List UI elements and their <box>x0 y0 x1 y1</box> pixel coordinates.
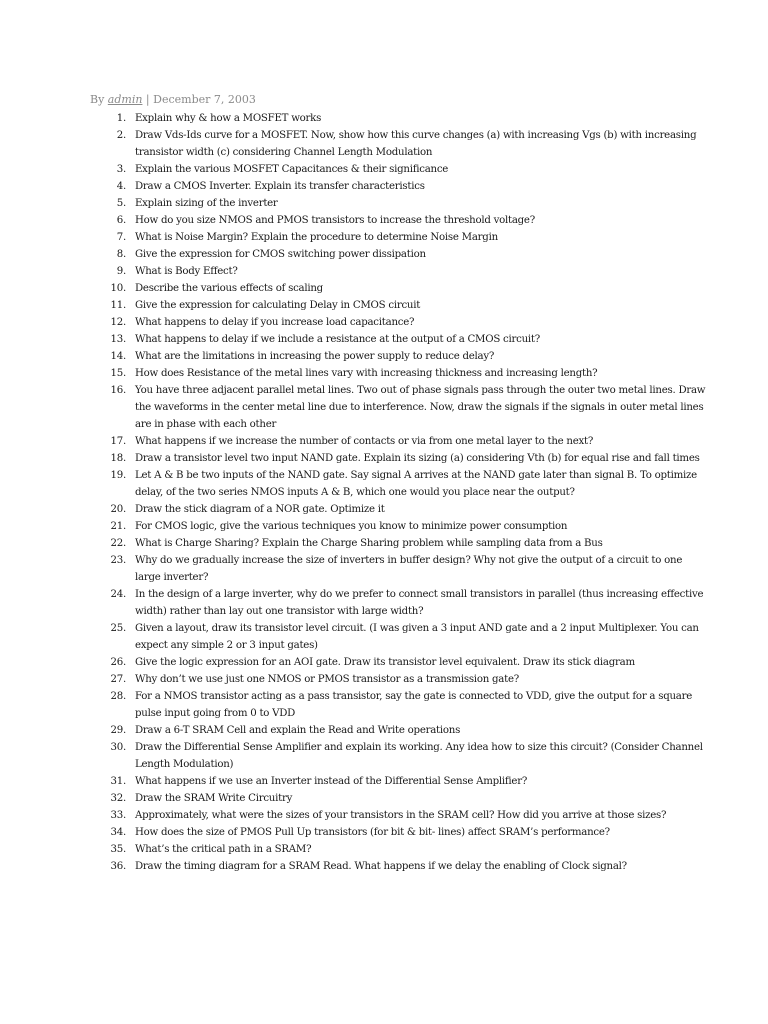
question-text: Draw the stick diagram of a NOR gate. Optimize it <box>135 504 385 515</box>
question-item <box>108 620 708 654</box>
question-number: 1. <box>116 113 126 124</box>
question-text: Draw the timing diagram for a SRAM Read. What happens if we delay the enabling of Clock signal? <box>135 861 627 872</box>
question-text: Draw a 6-T SRAM Cell and explain the Read and Write operations <box>135 725 461 736</box>
question-number: 25. <box>110 623 126 634</box>
question-text: Explain why & how a MOSFET works <box>135 113 322 124</box>
question-item <box>108 518 708 535</box>
post-date: December 7, 2003 <box>153 93 256 106</box>
question-text: Draw Vds-Ids curve for a MOSFET. Now, show how this curve changes (a) with increasing Vgs (b) with increasing transistor width (c) considering Channel Length Modulation <box>135 130 697 158</box>
question-item <box>108 263 708 280</box>
question-number: 8. <box>116 249 126 260</box>
question-item <box>108 280 708 297</box>
question-number: 19. <box>110 470 126 481</box>
question-text: For a NMOS transistor acting as a pass transistor, say the gate is connected to VDD, give the output for a square pulse input going from 0 to VDD <box>135 691 693 719</box>
question-item <box>108 127 708 161</box>
question-text: Let A & B be two inputs of the NAND gate. Say signal A arrives at the NAND gate later than signal B. To optimize delay, of the two series NMOS inputs A & B, which one would you place near the output? <box>135 470 697 498</box>
question-text: Why don’t we use just one NMOS or PMOS transistor as a transmission gate? <box>135 674 519 685</box>
question-text: What is Noise Margin? Explain the procedure to determine Noise Margin <box>135 232 498 243</box>
question-number: 3. <box>116 164 126 175</box>
question-text: Draw the SRAM Write Circuitry <box>135 793 293 804</box>
question-item <box>108 348 708 365</box>
question-number: 5. <box>116 198 126 209</box>
question-number: 20. <box>110 504 126 515</box>
question-number: 22. <box>110 538 126 549</box>
question-text: What happens to delay if we include a resistance at the output of a CMOS circuit? <box>135 334 540 345</box>
question-item <box>108 773 708 790</box>
question-number: 33. <box>110 810 126 821</box>
question-text: Draw a transistor level two input NAND gate. Explain its sizing (a) considering Vth (b) for equal rise and fall times <box>135 453 700 464</box>
question-number: 12. <box>110 317 126 328</box>
question-number: 15. <box>110 368 126 379</box>
question-text: For CMOS logic, give the various techniques you know to minimize power consumption <box>135 521 568 532</box>
question-item <box>108 688 708 722</box>
question-item <box>108 382 708 433</box>
question-text: How does Resistance of the metal lines vary with increasing thickness and increasing length? <box>135 368 598 379</box>
question-item <box>108 739 708 773</box>
question-text: What are the limitations in increasing the power supply to reduce delay? <box>135 351 495 362</box>
question-item <box>108 467 708 501</box>
question-number: 6. <box>116 215 126 226</box>
question-text: What’s the critical path in a SRAM? <box>135 844 312 855</box>
question-item <box>108 331 708 348</box>
question-number: 24. <box>110 589 126 600</box>
question-number: 32. <box>110 793 126 804</box>
question-text: Draw the Differential Sense Amplifier and explain its working. Any idea how to size this circuit? (Consider Channel Length Modulation) <box>135 742 703 770</box>
question-number: 10. <box>110 283 126 294</box>
question-item <box>108 246 708 263</box>
question-number: 35. <box>110 844 126 855</box>
question-item <box>108 552 708 586</box>
question-item <box>108 824 708 841</box>
question-text: Draw a CMOS Inverter. Explain its transfer characteristics <box>135 181 425 192</box>
question-item <box>108 807 708 824</box>
question-text: Give the expression for calculating Delay in CMOS circuit <box>135 300 421 311</box>
question-item <box>108 586 708 620</box>
question-number: 14. <box>110 351 126 362</box>
question-item <box>108 365 708 382</box>
question-item <box>108 501 708 518</box>
question-number: 7. <box>116 232 126 243</box>
question-number: 29. <box>110 725 126 736</box>
question-text: Why do we gradually increase the size of inverters in buffer design? Why not give the output of a circuit to one large inverter? <box>135 555 683 583</box>
question-list <box>108 110 708 875</box>
question-item <box>108 297 708 314</box>
question-item <box>108 535 708 552</box>
question-item <box>108 161 708 178</box>
question-number: 4. <box>116 181 126 192</box>
question-text: Explain sizing of the inverter <box>135 198 278 209</box>
byline <box>90 93 256 107</box>
question-number: 26. <box>110 657 126 668</box>
question-number: 28. <box>110 691 126 702</box>
question-text: Approximately, what were the sizes of your transistors in the SRAM cell? How did you arrive at those sizes? <box>135 810 667 821</box>
question-item <box>108 450 708 467</box>
question-number: 23. <box>110 555 126 566</box>
question-number: 16. <box>110 385 126 396</box>
question-number: 9. <box>116 266 126 277</box>
question-text: In the design of a large inverter, why do we prefer to connect small transistors in parallel (thus increasing effective width) rather than lay out one transistor with large width? <box>135 589 704 617</box>
question-text: What happens if we use an Inverter instead of the Differential Sense Amplifier? <box>135 776 528 787</box>
question-text: Explain the various MOSFET Capacitances & their significance <box>135 164 449 175</box>
question-item <box>108 433 708 450</box>
question-item <box>108 110 708 127</box>
question-item <box>108 790 708 807</box>
question-text: Give the logic expression for an AOI gate. Draw its transistor level equivalent. Draw its stick diagram <box>135 657 635 668</box>
question-item <box>108 671 708 688</box>
question-number: 18. <box>110 453 126 464</box>
question-number: 34. <box>110 827 126 838</box>
question-text: Given a layout, draw its transistor level circuit. (I was given a 3 input AND gate and a 2 input Multiplexer. You can expect any simple 2 or 3 input gates) <box>135 623 699 651</box>
question-item <box>108 195 708 212</box>
question-number: 27. <box>110 674 126 685</box>
question-text: Give the expression for CMOS switching power dissipation <box>135 249 426 260</box>
question-item <box>108 654 708 671</box>
question-item <box>108 178 708 195</box>
question-text: How does the size of PMOS Pull Up transistors (for bit & bit- lines) affect SRAM’s performance? <box>135 827 610 838</box>
author-link[interactable]: admin <box>107 93 143 106</box>
question-item <box>108 722 708 739</box>
byline-separator: | <box>142 93 154 106</box>
question-text: What is Body Effect? <box>135 266 238 277</box>
question-item <box>108 212 708 229</box>
question-text: How do you size NMOS and PMOS transistors to increase the threshold voltage? <box>135 215 535 226</box>
question-number: 21. <box>110 521 126 532</box>
question-text: Describe the various effects of scaling <box>135 283 323 294</box>
question-number: 36. <box>110 861 126 872</box>
question-number: 31. <box>110 776 126 787</box>
question-item <box>108 314 708 331</box>
question-item <box>108 229 708 246</box>
question-text: What is Charge Sharing? Explain the Charge Sharing problem while sampling data from a Bus <box>135 538 603 549</box>
question-number: 11. <box>110 300 126 311</box>
question-text: What happens to delay if you increase load capacitance? <box>135 317 415 328</box>
question-number: 30. <box>110 742 126 753</box>
question-text: What happens if we increase the number of contacts or via from one metal layer to the next? <box>135 436 594 447</box>
question-item <box>108 841 708 858</box>
question-text: You have three adjacent parallel metal lines. Two out of phase signals pass through the outer two metal lines. Draw the waveforms in the center metal line due to interference. Now, draw the signals if the signals in outer metal lines are in phase with each other <box>135 385 706 430</box>
question-number: 17. <box>110 436 126 447</box>
question-number: 13. <box>110 334 126 345</box>
question-item <box>108 858 708 875</box>
byline-prefix: By <box>90 93 108 106</box>
question-number: 2. <box>116 130 126 141</box>
